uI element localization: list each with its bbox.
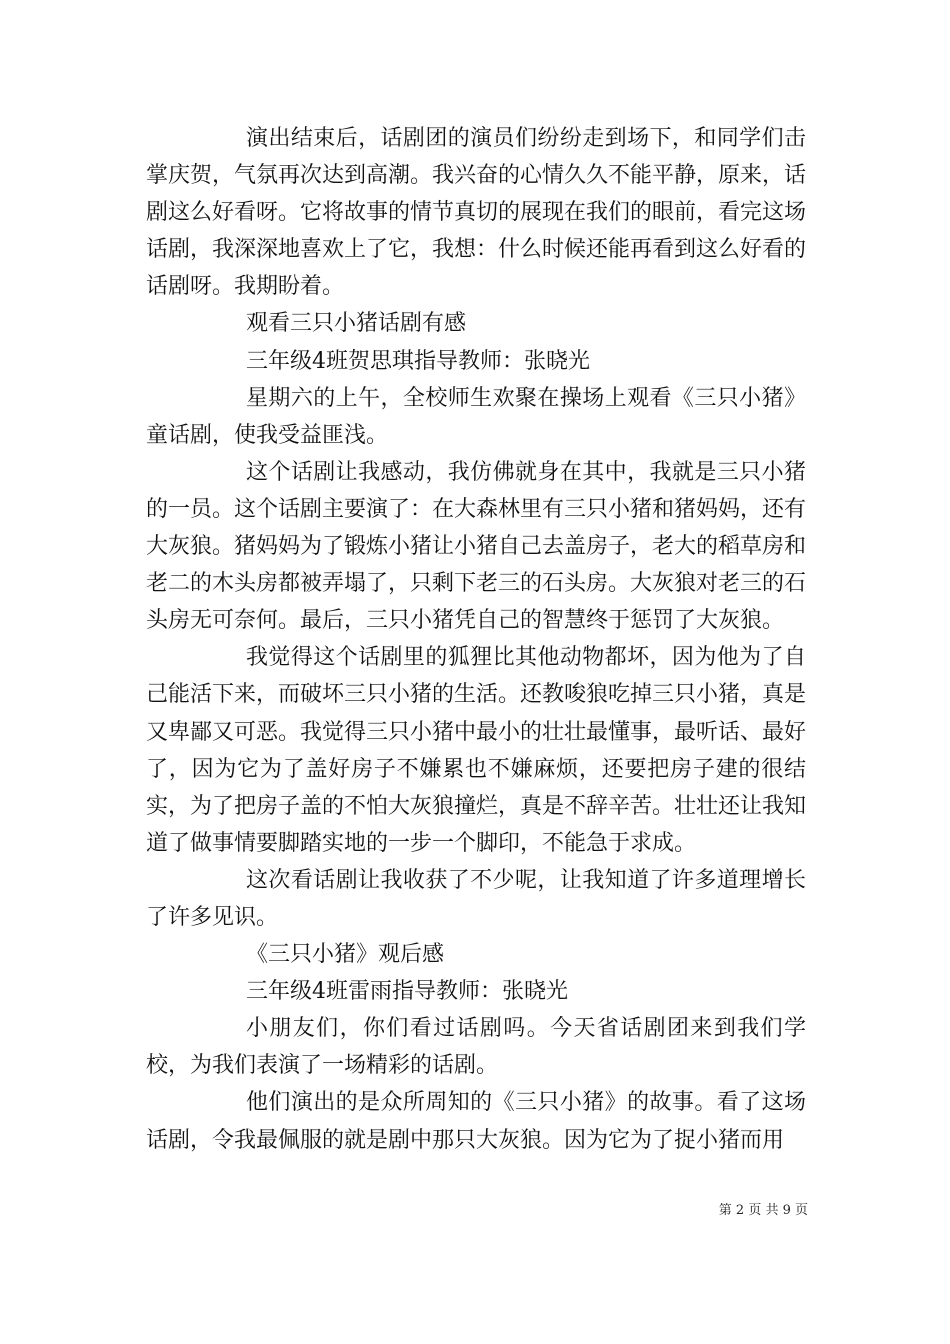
- paragraph: 星期六的上午，全校师生欢聚在操场上观看《三只小猪》童话剧，使我受益匪浅。: [146, 385, 806, 448]
- paragraph: 这个话剧让我感动，我仿佛就身在其中，我就是三只小猪的一员。这个话剧主要演了：在大森林里有三只小猪和猪妈妈，还有大灰狼。猪妈妈为了锻炼小猪让小猪自己去盖房子，老大的稻草房和老二的木头房都被弄塌了，只剩下老三的石头房。大灰狼对老三的石头房无可奈何。最后，三只小猪凭自己的智慧终于惩罚了大灰狼。: [146, 459, 807, 634]
- paragraph: 他们演出的是众所周知的《三只小猪》的故事。看了这场话剧，令我最佩服的就是剧中那只大灰狼。因为它为了捉小猪而用: [146, 1090, 806, 1153]
- paragraph: 小朋友们，你们看过话剧吗。今天省话剧团来到我们学校，为我们表演了一场精彩的话剧。: [146, 1016, 806, 1079]
- paragraph: 演出结束后，话剧团的演员们纷纷走到场下，和同学们击掌庆贺，气氛再次达到高潮。我兴奋的心情久久不能平静，原来，话剧这么好看呀。它将故事的情节真切的展现在我们的眼前，看完这场话剧，我深深地喜欢上了它，我想：什么时候还能再看到这么好看的话剧呀。我期盼着。: [146, 126, 807, 300]
- document-body: [146, 120, 806, 1159]
- page-number-footer: [719, 1203, 808, 1219]
- page-number-label: 第 2 页 共 9 页: [718, 1203, 808, 1218]
- paragraph: 这次看话剧让我收获了不少呢，让我知道了许多道理增长了许多见识。: [146, 867, 806, 930]
- essay-title: 观看三只小猪话剧有感: [246, 311, 467, 337]
- author-line: 三年级4班雷雨指导教师：张晓光: [246, 979, 568, 1005]
- author-line: 三年级4班贺思琪指导教师：张晓光: [246, 348, 590, 374]
- essay-title: 《三只小猪》观后感: [246, 942, 445, 968]
- paragraph: 我觉得这个话剧里的狐狸比其他动物都坏，因为他为了自己能活下来，而破坏三只小猪的生活。还教唆狼吃掉三只小猪，真是又卑鄙又可恶。我觉得三只小猪中最小的壮壮最懂事，最听话、最好了，因为它为了盖好房子不嫌累也不嫌麻烦，还要把房子建的很结实，为了把房子盖的不怕大灰狼撞烂，真是不辞辛苦。壮壮还让我知道了做事情要脚踏实地的一步一个脚印，不能急于求成。: [146, 645, 807, 856]
